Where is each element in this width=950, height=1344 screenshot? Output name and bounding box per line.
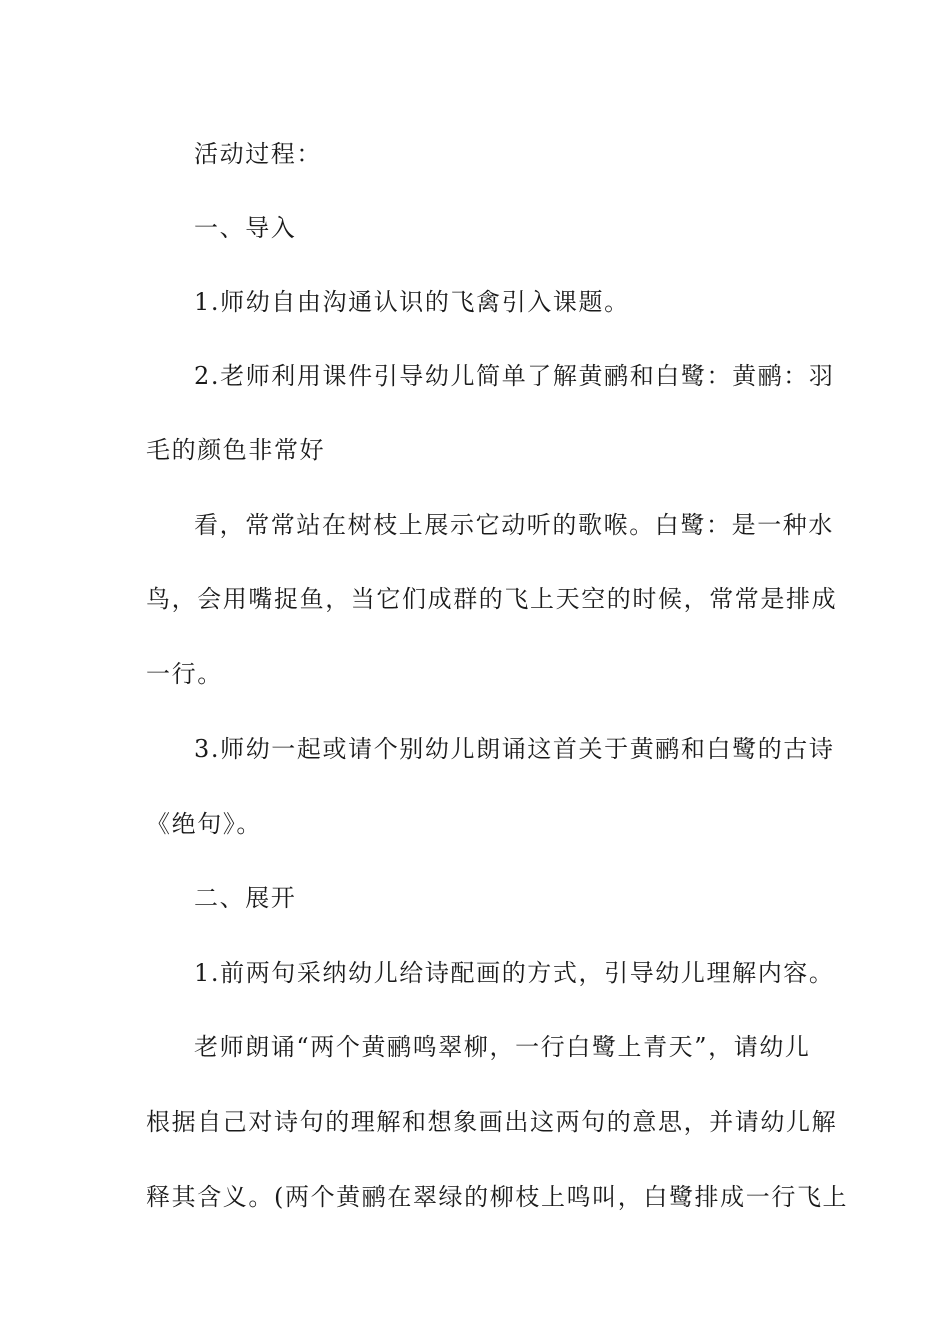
paragraph-line: 1.前两句采纳幼儿给诗配画的方式，引导幼儿理解内容。 [194, 959, 835, 987]
paragraph-line: 释其含义。(两个黄鹂在翠绿的柳枝上鸣叫，白鹭排成一行飞上 [146, 1183, 849, 1211]
section-heading-development: 二、展开 [194, 884, 297, 912]
paragraph-line: 2.老师利用课件引导幼儿简单了解黄鹂和白鹭：黄鹂：羽 [194, 362, 835, 390]
paragraph-line: 老师朗诵“两个黄鹂鸣翠柳，一行白鹭上青天”，请幼儿 [194, 1033, 811, 1061]
section-heading-activity-process: 活动过程： [194, 140, 322, 168]
paragraph-line: 毛的颜色非常好 [146, 436, 326, 464]
paragraph-line: 看，常常站在树枝上展示它动听的歌喉。白鹭：是一种水 [194, 511, 834, 539]
paragraph-line: 一行。 [146, 660, 223, 688]
paragraph-line: 1.师幼自由沟通认识的飞禽引入课题。 [194, 288, 630, 316]
paragraph-line: 《绝句》。 [146, 810, 262, 838]
paragraph-line: 3.师幼一起或请个别幼儿朗诵这首关于黄鹂和白鹭的古诗 [194, 735, 835, 763]
section-heading-introduction: 一、导入 [194, 214, 297, 242]
paragraph-line: 根据自己对诗句的理解和想象画出这两句的意思，并请幼儿解 [146, 1108, 838, 1136]
paragraph-line: 鸟，会用嘴捉鱼，当它们成群的飞上天空的时候，常常是排成 [146, 585, 838, 613]
